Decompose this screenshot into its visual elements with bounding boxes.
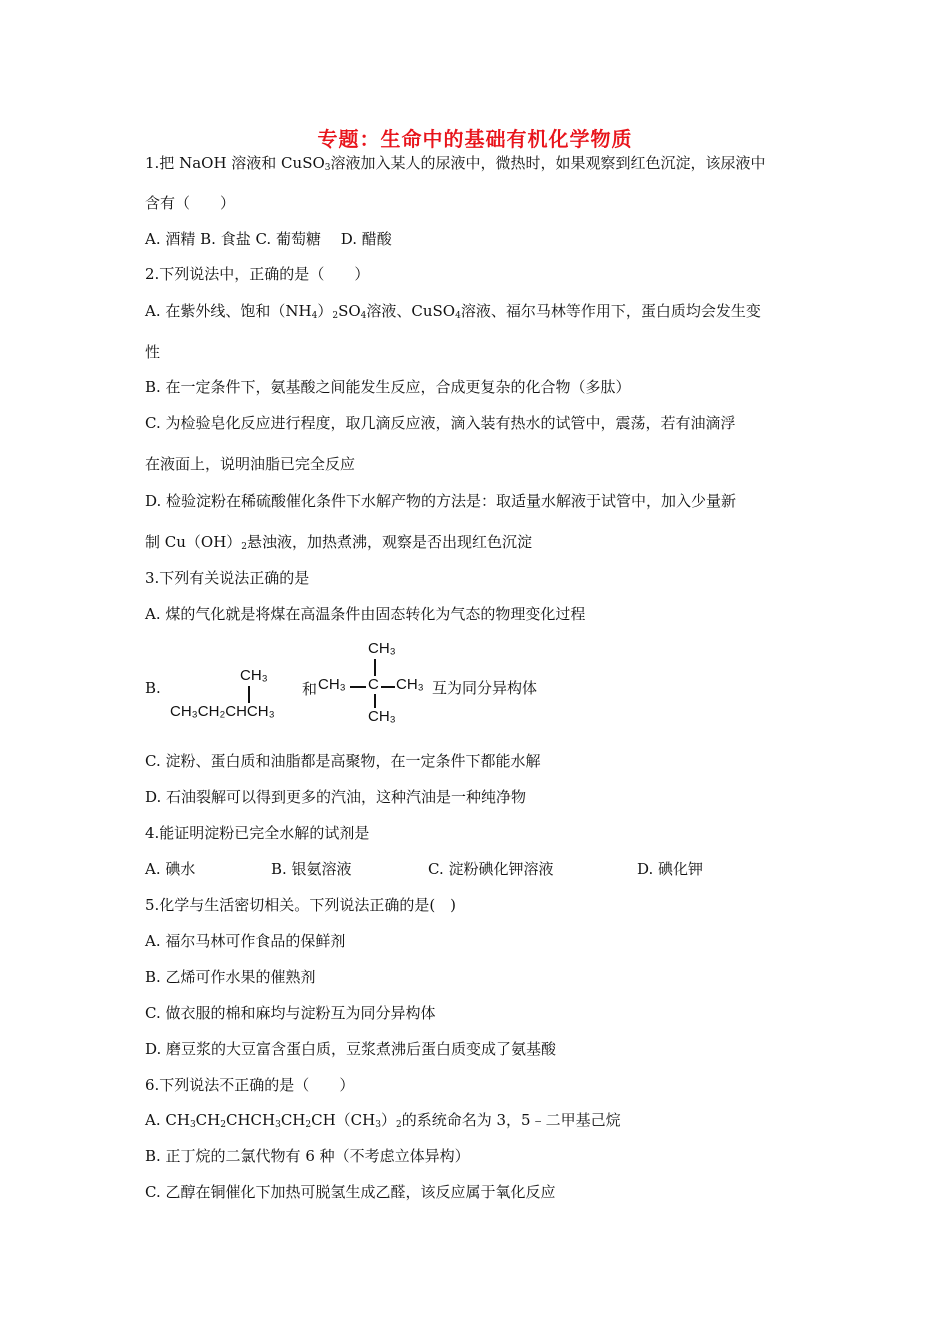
struct2-bond-bottom bbox=[374, 694, 376, 708]
subscript: 2 bbox=[396, 1120, 402, 1130]
struct1-bond bbox=[248, 686, 250, 703]
q5-option-a: A. 福尔马林可作食品的保鲜剂 bbox=[145, 932, 346, 950]
q2-option-c-line2: 在液面上，说明油脂已完全反应 bbox=[145, 455, 356, 473]
q4-option-b: B. 银氨溶液 bbox=[271, 860, 352, 878]
struct2-top-methyl: CH₃ bbox=[368, 640, 396, 657]
q2-option-b: B. 在一定条件下，氨基酸之间能发生反应，合成更复杂的化合物（多肽） bbox=[145, 378, 631, 396]
q4-option-c: C. 淀粉碘化钾溶液 bbox=[428, 860, 554, 878]
text: ） bbox=[380, 1111, 396, 1129]
text: A. CH bbox=[145, 1111, 190, 1129]
subscript: 2 bbox=[220, 1120, 226, 1130]
struct1-methyl: CH₃ bbox=[240, 667, 268, 684]
and-text: 和 bbox=[302, 681, 318, 698]
q3-option-b-label: B. bbox=[145, 679, 161, 697]
q1-stem-line2: 含有（ ） bbox=[145, 194, 236, 212]
text: 的系统命名为 3，5﹣二甲基己烷 bbox=[401, 1111, 621, 1129]
q5-option-d: D. 磨豆浆的大豆富含蛋白质，豆浆煮沸后蛋白质变成了氨基酸 bbox=[145, 1040, 557, 1058]
q1-stem-line1 bbox=[145, 153, 766, 178]
page-title: 专题：生命中的基础有机化学物质 bbox=[317, 127, 633, 151]
struct2-left-methyl: CH₃ bbox=[318, 676, 346, 693]
q6-option-b: B. 正丁烷的二氯代物有 6 种（不考虑立体异构） bbox=[145, 1147, 470, 1165]
struct2-right-methyl: CH₃ bbox=[396, 676, 424, 693]
q1-text: 1.把 NaOH 溶液和 CuSO bbox=[145, 154, 325, 172]
text: 制 Cu（OH） bbox=[145, 533, 242, 551]
q5-option-b: B. 乙烯可作水果的催熟剂 bbox=[145, 968, 316, 986]
q2-option-a-line2: 性 bbox=[145, 343, 161, 361]
text: 溶液、CuSO bbox=[366, 302, 456, 320]
struct2-bond-left bbox=[350, 686, 366, 688]
subscript: 3 bbox=[275, 1120, 281, 1130]
text: 悬浊液，加热煮沸，观察是否出现红色沉淀 bbox=[247, 533, 533, 551]
q4-stem: 4.能证明淀粉已完全水解的试剂是 bbox=[145, 824, 370, 842]
struct2-bottom-methyl: CH₃ bbox=[368, 708, 396, 725]
subscript: 4 bbox=[311, 311, 318, 321]
q4-option-d: D. 碘化钾 bbox=[637, 860, 704, 878]
q1-text-rest: 溶液加入某人的尿液中，微热时，如果观察到红色沉淀，该尿液中 bbox=[330, 154, 766, 172]
q4-option-a: A. 碘水 bbox=[145, 860, 196, 878]
subscript: 3 bbox=[375, 1120, 381, 1130]
q2-option-d-line2 bbox=[145, 532, 532, 557]
text: SO bbox=[338, 302, 361, 320]
text: 溶液、福尔马林等作用下，蛋白质均会发生变 bbox=[460, 302, 761, 320]
subscript: 4 bbox=[455, 311, 461, 321]
subscript: 3 bbox=[189, 1120, 196, 1130]
q6-option-a bbox=[145, 1110, 621, 1135]
text: ） bbox=[317, 302, 333, 320]
text: CHCH bbox=[225, 1111, 276, 1129]
q6-stem: 6.下列说法不正确的是（ ） bbox=[145, 1076, 355, 1094]
struct2-bond-right bbox=[381, 686, 395, 688]
q3-stem: 3.下列有关说法正确的是 bbox=[145, 569, 310, 587]
q1-options: A. 酒精 B. 食盐 C. 葡萄糖 D. 醋酸 bbox=[145, 230, 392, 248]
text: CH（CH bbox=[311, 1111, 376, 1129]
subscript: 4 bbox=[360, 311, 367, 321]
struct1-chain: CH₃CH₂CHCH₃ bbox=[170, 703, 275, 720]
q5-option-c: C. 做衣服的棉和麻均与淀粉互为同分异构体 bbox=[145, 1004, 436, 1022]
text: CH bbox=[280, 1111, 306, 1129]
q3-option-a: A. 煤的气化就是将煤在高温条件由固态转化为气态的物理变化过程 bbox=[145, 605, 586, 623]
q3-option-b-rest: 互为同分异构体 bbox=[432, 679, 538, 697]
subscript: 2 bbox=[305, 1120, 312, 1130]
q6-option-c: C. 乙醇在铜催化下加热可脱氢生成乙醛，该反应属于氧化反应 bbox=[145, 1183, 556, 1201]
subscript: 3 bbox=[324, 163, 331, 173]
q2-option-c-line1: C. 为检验皂化反应进行程度，取几滴反应液，滴入装有热水的试管中，震荡，若有油滴浮 bbox=[145, 414, 736, 432]
q2-stem: 2.下列说法中，正确的是（ ） bbox=[145, 265, 370, 283]
subscript: 2 bbox=[332, 311, 339, 321]
text: CH bbox=[195, 1111, 221, 1129]
struct2-bond-top bbox=[374, 659, 376, 676]
subscript: 2 bbox=[241, 542, 248, 552]
q3-option-c: C. 淀粉、蛋白质和油脂都是高聚物，在一定条件下都能水解 bbox=[145, 752, 541, 770]
q3-option-d: D. 石油裂解可以得到更多的汽油，这种汽油是一种纯净物 bbox=[145, 788, 527, 806]
q5-stem: 5.化学与生活密切相关。下列说法正确的是( ) bbox=[145, 896, 457, 914]
q2-option-a-line1 bbox=[145, 301, 761, 326]
text: A. 在紫外线、饱和（NH bbox=[145, 302, 312, 320]
struct2-carbon: C bbox=[368, 676, 379, 693]
q2-option-d-line1: D. 检验淀粉在稀硫酸催化条件下水解产物的方法是：取适量水解液于试管中，加入少量新 bbox=[145, 492, 737, 510]
